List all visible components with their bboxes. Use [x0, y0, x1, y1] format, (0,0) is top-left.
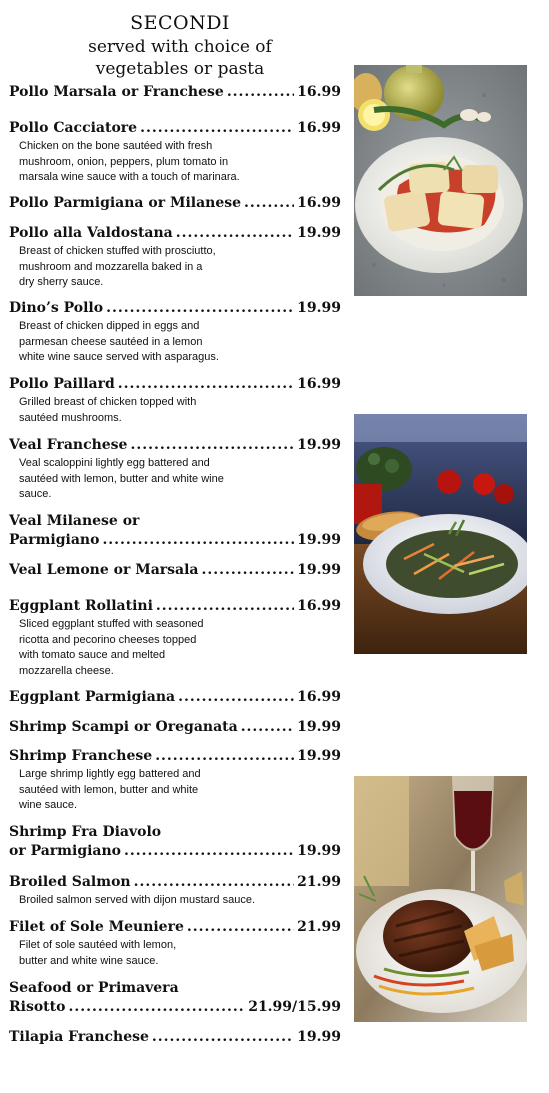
item-row — [9, 597, 341, 616]
dot-leader — [152, 1028, 294, 1047]
desc-line: sautéed with lemon, butter and white wine — [19, 472, 224, 485]
dot-leader — [102, 531, 294, 550]
menu-item — [9, 873, 341, 909]
item-price: 16.99 — [297, 376, 341, 392]
desc-line: sautéed mushrooms. — [19, 411, 122, 424]
item-price: 21.99/15.99 — [248, 999, 341, 1015]
section-title: SECONDI — [130, 12, 230, 34]
desc-line: wine sauce. — [19, 799, 78, 811]
item-description — [19, 395, 341, 426]
item-row — [9, 747, 341, 766]
item-price: 16.99 — [297, 120, 341, 136]
dot-leader — [134, 873, 295, 892]
dot-leader — [244, 194, 294, 213]
dot-leader — [176, 224, 294, 243]
steak-wine-photo — [354, 776, 527, 1022]
menu-item — [9, 194, 341, 213]
dot-leader — [187, 918, 294, 937]
item-row — [9, 998, 341, 1017]
desc-line: marsala wine sauce with a touch of marinara. — [19, 171, 240, 183]
dot-leader — [202, 561, 295, 580]
item-row — [9, 842, 341, 861]
subtitle-line-1: served with choice of — [88, 37, 272, 57]
menu-item — [9, 299, 341, 366]
item-price: 16.99 — [297, 195, 341, 211]
menu-item — [9, 375, 341, 426]
dot-leader — [68, 998, 245, 1017]
desc-line: with tomato sauce and melted — [19, 649, 166, 661]
item-price: 16.99 — [297, 84, 341, 100]
salad-bowl-photo — [354, 414, 527, 654]
menu-item — [9, 718, 341, 737]
item-name: Broiled Salmon — [9, 874, 131, 890]
item-description — [19, 938, 341, 969]
item-price: 21.99 — [297, 874, 341, 890]
item-row — [9, 299, 341, 318]
desc-line: ricotta and pecorino cheeses topped — [19, 633, 197, 646]
item-description — [19, 767, 341, 814]
item-name: Pollo Parmigiana or Milanese — [9, 195, 242, 211]
item-price: 19.99 — [297, 225, 341, 241]
desc-line: sauce. — [19, 488, 52, 500]
menu-item — [9, 747, 341, 814]
item-row — [9, 224, 341, 243]
menu-item — [9, 918, 341, 969]
desc-line: butter and white wine sauce. — [19, 954, 159, 967]
item-description — [19, 893, 341, 909]
desc-line: Chicken on the bone sautéed with fresh — [19, 140, 213, 152]
dot-leader — [156, 597, 294, 616]
desc-line: dry sherry sauce. — [19, 276, 104, 288]
item-row — [9, 119, 341, 138]
item-price: 19.99 — [297, 300, 341, 316]
menu-item — [9, 436, 341, 503]
item-name: Pollo Marsala or Franchese — [9, 84, 224, 100]
item-name-line1: Shrimp Fra Diavolo — [9, 824, 162, 840]
desc-line: Breast of chicken dipped in eggs and — [19, 320, 200, 332]
menu-item — [9, 119, 341, 186]
item-price: 21.99 — [297, 919, 341, 935]
dot-leader — [124, 842, 294, 861]
menu-item — [9, 688, 341, 707]
item-row — [9, 718, 341, 737]
desc-line: parmesan cheese sautéed in a lemon — [19, 335, 203, 348]
menu-item — [9, 823, 341, 861]
menu-item — [9, 224, 341, 291]
item-name: Filet of Sole Meuniere — [9, 919, 184, 935]
item-name: Pollo alla Valdostana — [9, 225, 173, 241]
menu-item — [9, 512, 341, 550]
item-price: 19.99 — [297, 1029, 341, 1045]
desc-line: Veal scaloppini lightly egg battered and — [19, 457, 210, 469]
item-price: 19.99 — [297, 719, 341, 735]
desc-line: Broiled salmon served with dijon mustard sauce. — [19, 894, 256, 906]
dot-leader — [130, 436, 294, 455]
item-description — [19, 139, 341, 186]
menu-item — [9, 597, 341, 679]
item-name: Eggplant Rollatini — [9, 598, 153, 614]
desc-line: Grilled breast of chicken topped with — [19, 396, 197, 408]
dot-leader — [227, 83, 294, 102]
item-row — [9, 688, 341, 707]
item-name: Veal Lemone or Marsala — [9, 562, 199, 578]
desc-line: mushroom, onion, peppers, plum tomato in — [19, 155, 229, 168]
desc-line: Filet of sole sautéed with lemon, — [19, 939, 177, 951]
item-description — [19, 456, 341, 503]
desc-line: Breast of chicken stuffed with prosciutto, — [19, 245, 216, 257]
item-price: 19.99 — [297, 562, 341, 578]
item-name: Tilapia Franchese — [9, 1029, 149, 1045]
item-name: Pollo Paillard — [9, 376, 115, 392]
item-row — [9, 873, 341, 892]
item-name-line1: Seafood or Primavera — [9, 980, 179, 996]
dot-leader — [155, 747, 294, 766]
dot-leader — [106, 299, 294, 318]
desc-line: mushroom and mozzarella baked in a — [19, 260, 203, 273]
item-name: or Parmigiano — [9, 843, 122, 859]
item-description — [19, 244, 341, 291]
section-subtitle — [0, 36, 360, 80]
desc-line: white wine sauce served with asparagus. — [19, 351, 219, 363]
menu-item — [9, 561, 341, 580]
desc-line: Large shrimp lightly egg battered and — [19, 768, 201, 780]
dot-leader — [140, 119, 294, 138]
dot-leader — [178, 688, 294, 707]
desc-line: mozzarella cheese. — [19, 664, 114, 677]
menu-item — [9, 979, 341, 1017]
item-price: 19.99 — [297, 532, 341, 548]
item-name: Pollo Cacciatore — [9, 120, 138, 136]
item-row — [9, 436, 341, 455]
item-row — [9, 561, 341, 580]
item-name: Shrimp Scampi or Oreganata — [9, 719, 238, 735]
item-name: Shrimp Franchese — [9, 748, 153, 764]
dot-leader — [241, 718, 294, 737]
item-name: Dino’s Pollo — [9, 300, 104, 316]
item-description — [19, 617, 341, 679]
item-price: 16.99 — [297, 689, 341, 705]
item-price: 19.99 — [297, 843, 341, 859]
item-description — [19, 319, 341, 366]
menu-item — [9, 83, 341, 102]
item-price: 19.99 — [297, 437, 341, 453]
item-row — [9, 194, 341, 213]
item-name: Eggplant Parmigiana — [9, 689, 176, 705]
menu-item — [9, 1028, 341, 1047]
item-row — [9, 1028, 341, 1047]
item-name: Risotto — [9, 999, 66, 1015]
item-row — [9, 375, 341, 394]
desc-line: Sliced eggplant stuffed with seasoned — [19, 618, 204, 630]
item-price: 16.99 — [297, 598, 341, 614]
item-name: Veal Franchese — [9, 437, 128, 453]
item-row — [9, 83, 341, 102]
subtitle-line-2: vegetables or pasta — [95, 59, 265, 79]
desc-line: sautéed with lemon, butter and white — [19, 783, 199, 796]
dot-leader — [118, 375, 294, 394]
item-price: 19.99 — [297, 748, 341, 764]
item-name: Parmigiano — [9, 532, 100, 548]
item-row — [9, 531, 341, 550]
item-row — [9, 918, 341, 937]
ravioli-dish-photo — [354, 65, 527, 296]
item-name-line1: Veal Milanese or — [9, 513, 140, 529]
